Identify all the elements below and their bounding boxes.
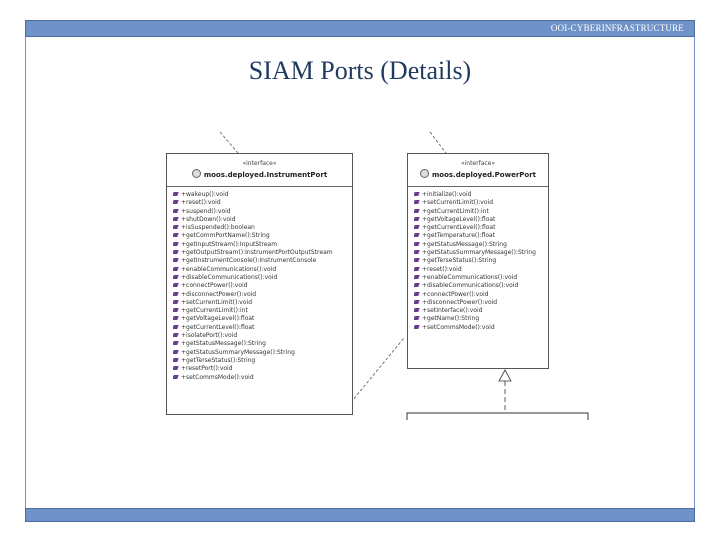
class-name-text: moos.deployed.InstrumentPort <box>203 171 328 179</box>
method-icon <box>414 209 420 213</box>
method-icon <box>173 300 179 304</box>
method-list <box>167 191 352 382</box>
method-item: +isSuspended():boolean <box>173 224 352 232</box>
method-icon <box>414 192 420 196</box>
lower-class-box <box>407 413 588 420</box>
method-item: +isolatePort():void <box>173 332 352 340</box>
method-icon <box>414 292 420 296</box>
method-icon <box>414 250 420 254</box>
method-icon <box>173 308 179 312</box>
method-icon <box>173 366 179 370</box>
method-item: +shutDown():void <box>173 216 352 224</box>
method-icon <box>414 325 420 329</box>
method-icon <box>173 192 179 196</box>
method-item: +getStatusMessage():String <box>414 241 548 249</box>
method-item: +connectPower():void <box>414 291 548 299</box>
method-icon <box>414 217 420 221</box>
method-icon <box>414 275 420 279</box>
instrument-port-class <box>166 153 353 415</box>
method-item: +setCommsMode():void <box>173 374 352 382</box>
method-item: +initialize():void <box>414 191 548 199</box>
class-name <box>408 169 548 179</box>
method-item: +wakeup():void <box>173 191 352 199</box>
method-item: +getCurrentLimit():int <box>173 307 352 315</box>
method-icon <box>173 325 179 329</box>
compartment-divider <box>408 186 548 187</box>
stereotype-label: «interface» <box>460 160 496 167</box>
compartment-divider <box>167 186 352 187</box>
method-item: +getOutputStream():InstrumentPortOutputStream <box>173 249 352 257</box>
method-item: +connectPower():void <box>173 282 352 290</box>
method-icon <box>414 308 420 312</box>
method-icon <box>173 242 179 246</box>
interface-icon <box>192 169 201 178</box>
method-icon <box>414 225 420 229</box>
slide-title: SIAM Ports (Details) <box>248 56 472 85</box>
note-link-left <box>220 132 238 153</box>
method-icon <box>173 267 179 271</box>
method-item: +getVoltageLevel():float <box>414 216 548 224</box>
method-icon <box>173 292 179 296</box>
method-item: +getInputStream():InputStream <box>173 241 352 249</box>
method-icon <box>414 258 420 262</box>
method-item: +getVoltageLevel():float <box>173 315 352 323</box>
method-icon <box>173 209 179 213</box>
method-icon <box>173 258 179 262</box>
method-icon <box>173 333 179 337</box>
method-icon <box>414 267 420 271</box>
method-item: +getStatusSummaryMessage():String <box>173 349 352 357</box>
inheritance-arrow <box>499 370 511 381</box>
method-item: +getStatusSummaryMessage():String <box>414 249 548 257</box>
method-icon <box>173 250 179 254</box>
method-item: +getInstrumentConsole():InstrumentConsole <box>173 257 352 265</box>
method-icon <box>173 200 179 204</box>
method-icon <box>173 225 179 229</box>
method-icon <box>414 316 420 320</box>
method-item: +resetPort():void <box>173 365 352 373</box>
method-item: +setCurrentLimit():void <box>173 299 352 307</box>
method-icon <box>173 375 179 379</box>
class-name <box>167 169 352 179</box>
method-item: +disconnectPower():void <box>173 291 352 299</box>
method-item: +reset():void <box>173 199 352 207</box>
method-icon <box>414 283 420 287</box>
method-list <box>408 191 548 332</box>
method-icon <box>173 283 179 287</box>
power-port-class <box>407 153 549 369</box>
class-name-text: moos.deployed.PowerPort <box>431 171 537 179</box>
method-icon <box>173 275 179 279</box>
method-item: +enableCommunications():void <box>173 266 352 274</box>
method-icon <box>414 233 420 237</box>
header-tag: OOI-CYBERINFRASTRUCTURE <box>550 23 684 33</box>
method-icon <box>414 300 420 304</box>
method-item: +disconnectPower():void <box>414 299 548 307</box>
method-item: +getTerseStatus():String <box>173 357 352 365</box>
method-icon <box>173 341 179 345</box>
method-icon <box>173 358 179 362</box>
method-item: +getCurrentLevel():float <box>414 224 548 232</box>
method-item: +disableCommunications():void <box>414 282 548 290</box>
stereotype-label: «interface» <box>242 160 277 167</box>
method-item: +getStatusMessage():String <box>173 340 352 348</box>
method-item: +setInterface():void <box>414 307 548 315</box>
method-icon <box>414 200 420 204</box>
method-item: +getCommPortName():String <box>173 232 352 240</box>
method-icon <box>173 316 179 320</box>
method-icon <box>173 350 179 354</box>
interface-icon <box>420 169 429 178</box>
method-icon <box>173 217 179 221</box>
method-item: +suspend():void <box>173 208 352 216</box>
method-icon <box>173 233 179 237</box>
method-item: +disableCommunications():void <box>173 274 352 282</box>
method-item: +getTemperature():float <box>414 232 548 240</box>
method-item: +getCurrentLimit():int <box>414 208 548 216</box>
method-icon <box>414 242 420 246</box>
method-item: +getCurrentLevel():float <box>173 324 352 332</box>
method-item: +reset():void <box>414 266 548 274</box>
method-item: +setCommsMode():void <box>414 324 548 332</box>
method-item: +getName():String <box>414 315 548 323</box>
method-item: +enableCommunications():void <box>414 274 548 282</box>
note-link-right <box>430 132 446 153</box>
method-item: +setCurrentLimit():void <box>414 199 548 207</box>
method-item: +getTerseStatus():String <box>414 257 548 265</box>
